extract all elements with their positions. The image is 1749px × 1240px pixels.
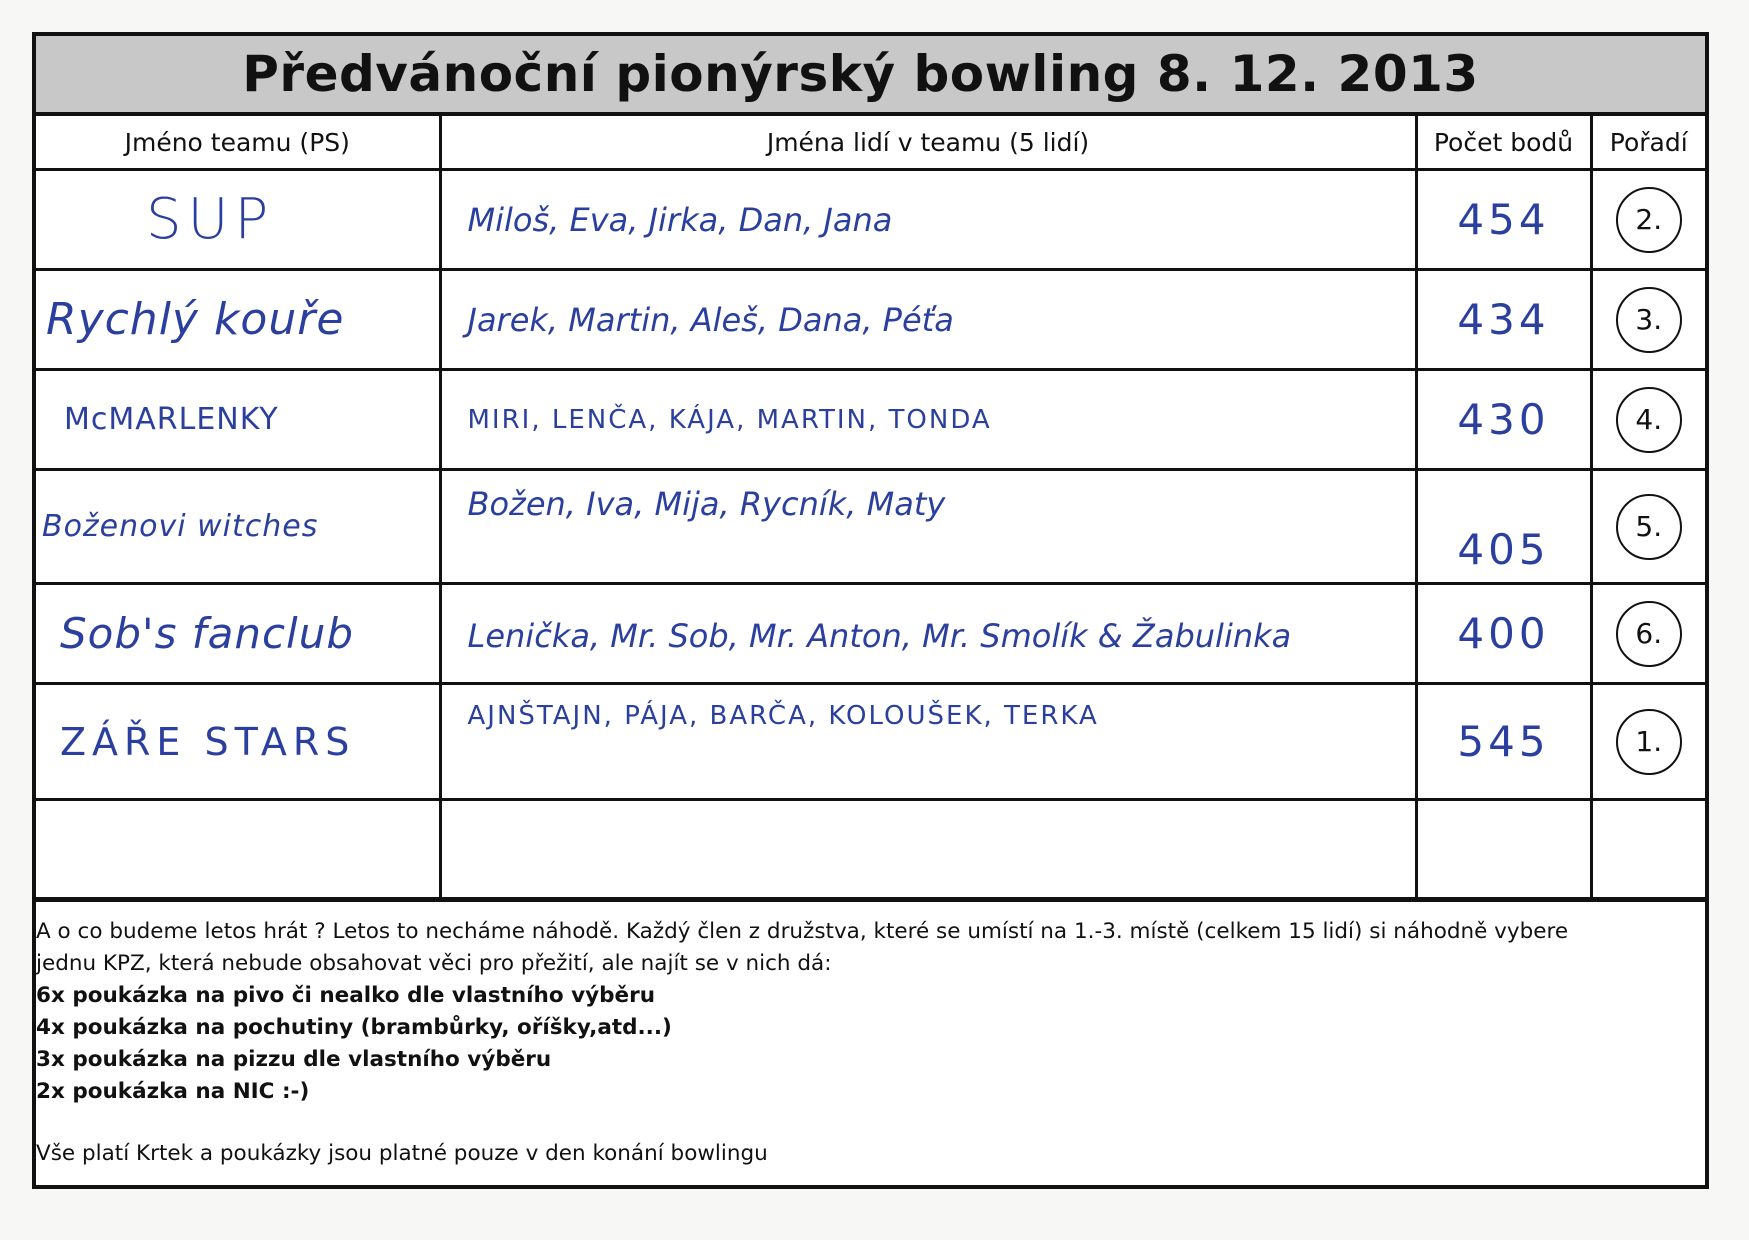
team-name: ZÁŘE STARS	[60, 719, 356, 764]
rules-text	[36, 916, 1705, 1170]
points-cell	[1416, 584, 1591, 684]
team-name-cell	[36, 370, 440, 470]
rank-value: 2.	[1635, 203, 1663, 236]
rank-circle	[1616, 601, 1682, 667]
prize-item: 3x poukázka na pizzu dle vlastního výběru	[36, 1047, 552, 1072]
header-points: Počet bodů	[1416, 116, 1591, 170]
team-members: AJNŠTAJN, PÁJA, BARČA, KOLOUŠEK, TERKA	[467, 701, 1099, 731]
table-row	[36, 170, 1705, 270]
members-cell	[440, 584, 1416, 684]
members-cell	[440, 170, 1416, 270]
rank-cell	[1591, 470, 1705, 584]
team-name-cell	[36, 170, 440, 270]
table-row	[36, 584, 1705, 684]
points-value: 405	[1457, 525, 1550, 574]
members-cell	[440, 470, 1416, 584]
table-row	[36, 270, 1705, 370]
members-cell	[440, 684, 1416, 800]
prize-item: 2x poukázka na NIC :-)	[36, 1079, 310, 1104]
team-name-cell	[36, 470, 440, 584]
empty-cell	[36, 800, 440, 900]
points-cell	[1416, 370, 1591, 470]
table-header-row	[36, 116, 1705, 170]
points-value: 430	[1457, 395, 1550, 444]
team-name: Sob's fanclub	[60, 609, 354, 658]
team-members: Jarek, Martin, Aleš, Dana, Péťa	[467, 300, 954, 339]
spacer	[36, 1108, 1705, 1138]
team-name: McMARLENKY	[64, 402, 279, 437]
points-cell	[1416, 170, 1591, 270]
page-title: Předvánoční pionýrský bowling 8. 12. 2013	[242, 45, 1479, 103]
rank-value: 6.	[1635, 617, 1663, 650]
empty-cell	[440, 800, 1416, 900]
points-value: 434	[1457, 295, 1550, 344]
rank-value: 5.	[1635, 510, 1663, 543]
points-cell	[1416, 270, 1591, 370]
rank-cell	[1591, 684, 1705, 800]
team-name-cell	[36, 584, 440, 684]
rank-circle	[1616, 709, 1682, 775]
team-members: Lenička, Mr. Sob, Mr. Anton, Mr. Smolík & Žabulinka	[467, 616, 1292, 655]
table-row	[36, 684, 1705, 800]
team-name-cell	[36, 270, 440, 370]
empty-table-row	[36, 800, 1705, 900]
rank-circle	[1616, 287, 1682, 353]
empty-cell	[1591, 800, 1705, 900]
rank-cell	[1591, 170, 1705, 270]
empty-cell	[1416, 800, 1591, 900]
rank-circle	[1616, 494, 1682, 560]
rules-closing-line: Vše platí Krtek a poukázky jsou platné pouze v den konání bowlingu	[36, 1141, 768, 1166]
team-name-cell	[36, 684, 440, 800]
rank-cell	[1591, 270, 1705, 370]
points-cell	[1416, 470, 1591, 584]
rank-value: 1.	[1635, 725, 1663, 758]
points-cell	[1416, 684, 1591, 800]
points-value: 400	[1457, 609, 1550, 658]
rules-intro-line-1: A o co budeme letos hrát ? Letos to necháme náhodě. Každý člen z družstva, které se umístí na 1.-3. místě (celkem 15 lidí) si náhodně vybere	[36, 919, 1569, 944]
rank-value: 3.	[1635, 303, 1663, 336]
table-row	[36, 370, 1705, 470]
team-name: Rychlý kouře	[46, 294, 345, 345]
rank-circle	[1616, 387, 1682, 453]
team-members: MIRI, LENČA, KÁJA, MARTIN, TONDA	[467, 404, 992, 435]
rank-cell	[1591, 584, 1705, 684]
points-value: 545	[1457, 717, 1550, 766]
team-name: Boženovi witches	[42, 508, 319, 544]
rank-cell	[1591, 370, 1705, 470]
members-cell	[440, 370, 1416, 470]
team-name: SUP	[146, 187, 275, 252]
members-cell	[440, 270, 1416, 370]
header-rank: Pořadí	[1591, 116, 1705, 170]
points-value: 454	[1457, 195, 1550, 244]
header-team-name: Jméno teamu (PS)	[36, 116, 440, 170]
rank-circle	[1616, 187, 1682, 253]
prize-item: 6x poukázka na pivo či nealko dle vlastního výběru	[36, 983, 656, 1008]
rank-value: 4.	[1635, 403, 1663, 436]
results-table	[36, 116, 1705, 902]
prize-item: 4x poukázka na pochutiny (brambůrky, oříšky,atd...)	[36, 1015, 672, 1040]
table-row	[36, 470, 1705, 584]
title-bar	[36, 36, 1705, 116]
rules-intro-line-2: jednu KPZ, která nebude obsahovat věci pro přežití, ale najít se v nich dá:	[36, 951, 832, 976]
team-members: Božen, Iva, Mija, Rycník, Maty	[467, 485, 946, 523]
bowling-results-sheet	[32, 32, 1709, 1189]
team-members: Miloš, Eva, Jirka, Dan, Jana	[467, 200, 893, 239]
header-team-members: Jména lidí v teamu (5 lidí)	[440, 116, 1416, 170]
